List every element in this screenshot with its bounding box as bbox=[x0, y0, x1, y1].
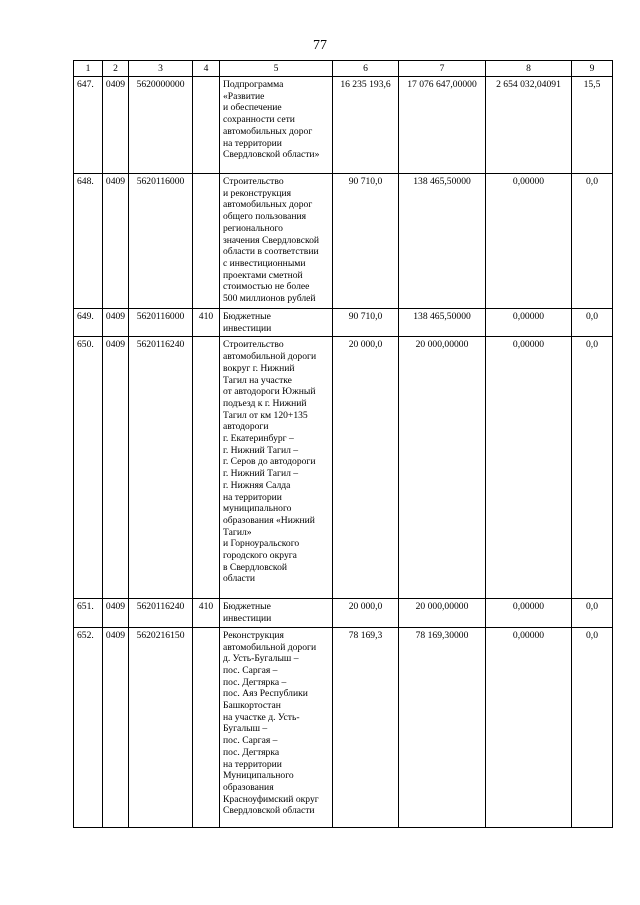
column-header: 2 bbox=[103, 61, 129, 77]
column-header: 9 bbox=[572, 61, 613, 77]
section-code-cell: 0409 bbox=[103, 309, 129, 337]
column-header: 7 bbox=[399, 61, 486, 77]
percent-cell: 0,0 bbox=[572, 599, 613, 627]
row-number-cell: 647. bbox=[74, 77, 103, 174]
section-code-cell: 0409 bbox=[103, 627, 129, 827]
percent-cell: 0,0 bbox=[572, 174, 613, 309]
table-row bbox=[74, 77, 613, 174]
amount-col8-cell: 0,00000 bbox=[486, 599, 572, 627]
amount-col6-cell: 90 710,0 bbox=[333, 174, 399, 309]
target-code-cell: 5620116000 bbox=[129, 174, 193, 309]
amount-col8-cell: 0,00000 bbox=[486, 174, 572, 309]
item-name-cell: Строительство и реконструкция автомобильных дорог общего пользования регионального значения Свердловской области в соответствии с инвестиционными проектами сметной стоимостью не более 500 миллионов рублей bbox=[220, 174, 333, 309]
amount-col8-cell: 0,00000 bbox=[486, 337, 572, 599]
expense-type-cell bbox=[193, 174, 220, 309]
budget-table bbox=[73, 60, 613, 828]
column-header: 6 bbox=[333, 61, 399, 77]
column-header: 3 bbox=[129, 61, 193, 77]
row-number-cell: 649. bbox=[74, 309, 103, 337]
expense-type-cell bbox=[193, 337, 220, 599]
expense-type-cell: 410 bbox=[193, 309, 220, 337]
section-code-cell: 0409 bbox=[103, 599, 129, 627]
column-header: 1 bbox=[74, 61, 103, 77]
amount-col7-cell: 138 465,50000 bbox=[399, 174, 486, 309]
amount-col7-cell: 78 169,30000 bbox=[399, 627, 486, 827]
amount-col8-cell: 0,00000 bbox=[486, 627, 572, 827]
amount-col6-cell: 20 000,0 bbox=[333, 599, 399, 627]
table-row bbox=[74, 627, 613, 827]
section-code-cell: 0409 bbox=[103, 77, 129, 174]
target-code-cell: 5620000000 bbox=[129, 77, 193, 174]
table-row bbox=[74, 174, 613, 309]
amount-col7-cell: 138 465,50000 bbox=[399, 309, 486, 337]
percent-cell: 0,0 bbox=[572, 627, 613, 827]
target-code-cell: 5620116000 bbox=[129, 309, 193, 337]
amount-col6-cell: 20 000,0 bbox=[333, 337, 399, 599]
amount-col7-cell: 20 000,00000 bbox=[399, 337, 486, 599]
amount-col7-cell: 17 076 647,00000 bbox=[399, 77, 486, 174]
expense-type-cell: 410 bbox=[193, 599, 220, 627]
table-row bbox=[74, 309, 613, 337]
amount-col8-cell: 2 654 032,04091 bbox=[486, 77, 572, 174]
percent-cell: 0,0 bbox=[572, 337, 613, 599]
amount-col6-cell: 90 710,0 bbox=[333, 309, 399, 337]
column-number-row bbox=[74, 61, 613, 77]
item-name-cell: Реконструкция автомобильной дороги д. Усть-Бугалыш – пос. Саргая – пос. Дегтярка – пос. Аяз Республики Башкортостан на участке д. Усть- Бугалыш – пос. Саргая – пос. Дегтярка на территории Муниципального образования Красноуфимский округ Свердловской области bbox=[220, 627, 333, 827]
target-code-cell: 5620116240 bbox=[129, 337, 193, 599]
percent-cell: 0,0 bbox=[572, 309, 613, 337]
item-name-cell: Строительство автомобильной дороги вокруг г. Нижний Тагил на участке от автодороги Южный подъезд к г. Нижний Тагил от км 120+135 автодороги г. Екатеринбург – г. Нижний Тагил – г. Серов до автодороги г. Нижний Тагил – г. Нижняя Салда на территории муниципального образования «Нижний Тагил» и Горноуральского городского округа в Свердловской области bbox=[220, 337, 333, 599]
amount-col8-cell: 0,00000 bbox=[486, 309, 572, 337]
item-name-cell: Подпрограмма «Развитие и обеспечение сохранности сети автомобильных дорог на территории Свердловской области» bbox=[220, 77, 333, 174]
column-header: 5 bbox=[220, 61, 333, 77]
table-row bbox=[74, 337, 613, 599]
amount-col7-cell: 20 000,00000 bbox=[399, 599, 486, 627]
expense-type-cell bbox=[193, 627, 220, 827]
page-number: 77 bbox=[313, 38, 327, 53]
section-code-cell: 0409 bbox=[103, 337, 129, 599]
table-row bbox=[74, 599, 613, 627]
column-header: 4 bbox=[193, 61, 220, 77]
section-code-cell: 0409 bbox=[103, 174, 129, 309]
row-number-cell: 650. bbox=[74, 337, 103, 599]
row-number-cell: 648. bbox=[74, 174, 103, 309]
amount-col6-cell: 16 235 193,6 bbox=[333, 77, 399, 174]
expense-type-cell bbox=[193, 77, 220, 174]
column-header: 8 bbox=[486, 61, 572, 77]
percent-cell: 15,5 bbox=[572, 77, 613, 174]
target-code-cell: 5620116240 bbox=[129, 599, 193, 627]
row-number-cell: 651. bbox=[74, 599, 103, 627]
target-code-cell: 5620216150 bbox=[129, 627, 193, 827]
row-number-cell: 652. bbox=[74, 627, 103, 827]
item-name-cell: Бюджетные инвестиции bbox=[220, 309, 333, 337]
amount-col6-cell: 78 169,3 bbox=[333, 627, 399, 827]
item-name-cell: Бюджетные инвестиции bbox=[220, 599, 333, 627]
